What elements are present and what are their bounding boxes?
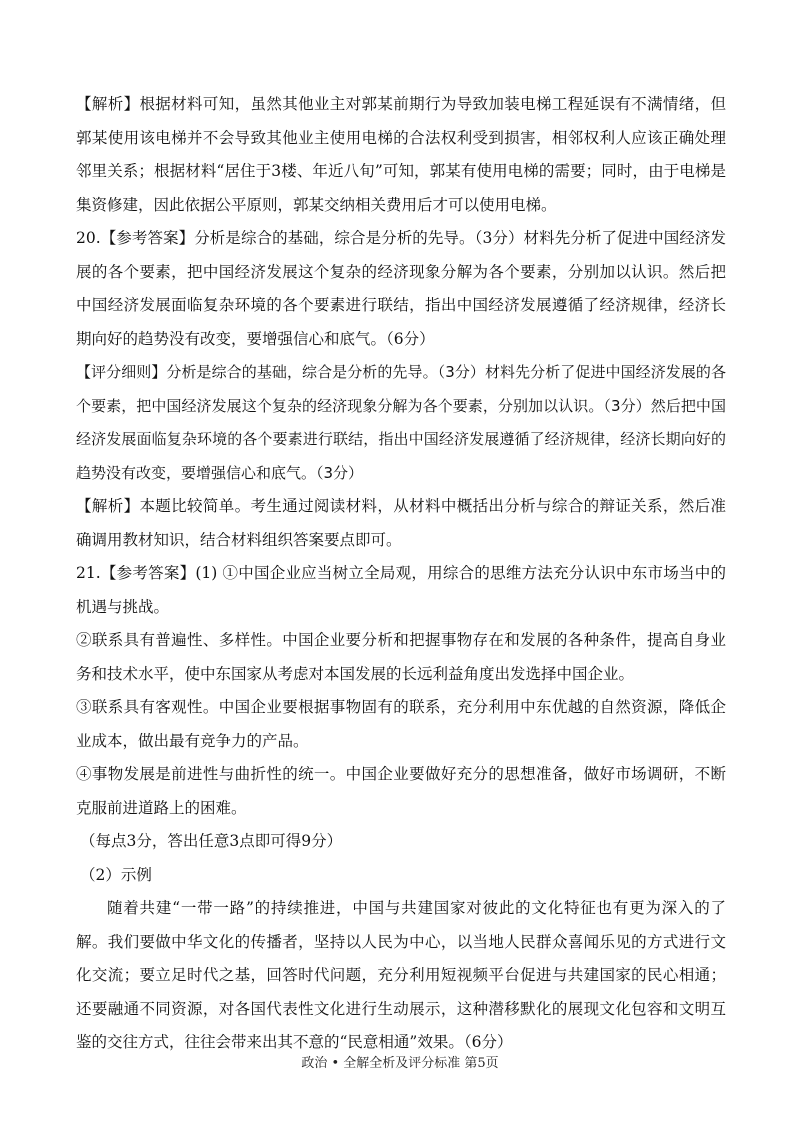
answer-20: 20.【参考答案】分析是综合的基础，综合是分析的先导。（3分）材料先分析了促进中国经济发展的各个要素，把中国经济发展这个复杂的经济现象分解为各个要素，分别加以认识。然后把中国经济发展面临复杂环境的各个要素进行联结，指出中国经济发展遵循了经济规律，经济长期向好的趋势没有改变，要增强信心和底气。（6分）	[76, 229, 726, 348]
scoring-details-20: 【评分细则】分析是综合的基础，综合是分析的先导。（3分）材料先分析了促进中国经济发展的各个要素，把中国经济发展这个复杂的经济现象分解为各个要素，分别加以认识。（3分）然后把中国经济发展面临复杂环境的各个要素进行联结，指出中国经济发展遵循了经济规律，经济长期向好的趋势没有改变，要增强信心和底气。（3分）	[76, 363, 726, 482]
answer-21-scoring-note: （每点3分，答出任意3点即可得9分）	[80, 832, 343, 850]
analysis-20: 【解析】本题比较简单。考生通过阅读材料，从材料中概括出分析与综合的辩证关系，然后准确调用教材知识，结合材料组织答案要点即可。	[76, 497, 726, 549]
answer-21-part-2-heading: （2）示例	[80, 865, 152, 884]
answer-21-point-1: 21.【参考答案】(1) ①中国企业应当树立全局观，用综合的思维方法充分认识中东市场当中的机遇与挑战。	[76, 564, 726, 616]
answer-21-point-4: ④事物发展是前进性与曲折性的统一。中国企业要做好充分的思想准备，做好市场调研，不断克服前进道路上的困难。	[76, 765, 726, 817]
document-body	[76, 88, 726, 1060]
answer-21-point-2: ②联系具有普遍性、多样性。中国企业要分析和把握事物存在和发展的各种条件，提高自身业务和技术水平，使中东国家从考虑对本国发展的长远利益角度出发选择中国企业。	[76, 631, 726, 683]
answer-21-part-2-example: 随着共建“一带一路”的持续推进，中国与共建国家对彼此的文化特征也有更为深入的了解。我们要做中华文化的传播者，坚持以人民为中心，以当地人民群众喜闻乐见的方式进行文化交流；要立足时代之基，回答时代问题，充分利用短视频平台促进与共建国家的民心相通；还要融通不同资源，对各国代表性文化进行生动展示，这种潜移默化的展现文化包容和文明互鉴的交往方式，往往会带来出其不意的“民意相通”效果。（6分）	[76, 899, 726, 1051]
page-footer: 政治 • 全解全析及评分标准 第5页	[301, 1056, 499, 1071]
answer-21-point-3: ③联系具有客观性。中国企业要根据事物固有的联系，充分利用中东优越的自然资源，降低企业成本，做出最有竞争力的产品。	[76, 698, 726, 750]
analysis-19: 【解析】根据材料可知，虽然其他业主对郭某前期行为导致加装电梯工程延误有不满情绪，但郭某使用该电梯并不会导致其他业主使用电梯的合法权利受到损害，相邻权利人应该正确处理邻里关系；根据材料“居住于3楼、年近八旬”可知，郭某有使用电梯的需要；同时，由于电梯是集资修建，因此依据公平原则，郭某交纳相关费用后才可以使用电梯。	[76, 95, 726, 214]
